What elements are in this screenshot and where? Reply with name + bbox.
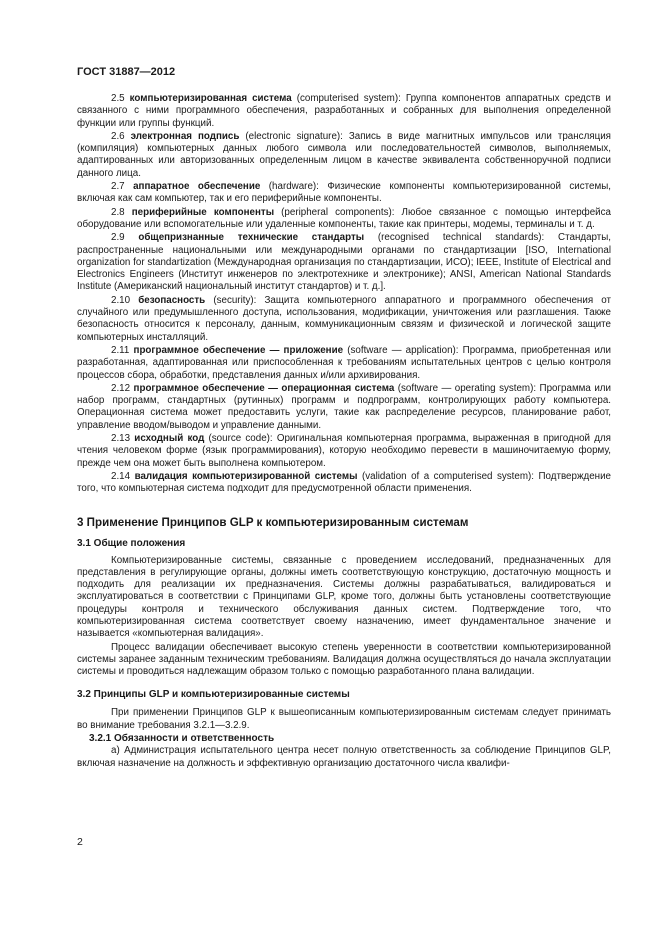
definition-term: электронная подпись (130, 130, 240, 142)
paragraph: Процесс валидации обеспечивает высокую степень уверенности в соответствии компьютеризированной системы заранее заданным техническим требованиям. Валидация должна осуществляться до начала эксплуатации системы и проводиться надлежащим образом только с помощью разработанного плана валидации. (77, 641, 611, 678)
subsection-3-1-heading: 3.1 Общие положения (77, 537, 186, 549)
definition-term: валидация компьютеризированной системы (134, 470, 358, 482)
definition-text: (peripheral components): Любое связанное с помощью интерфейса оборудование или вспомогательные или удаленные компоненты, такие как принтеры, модемы, терминалы и т. д. (77, 206, 611, 230)
definition-term: периферийные компоненты (131, 206, 275, 218)
definition-number: 2.8 (111, 206, 125, 218)
definition-text: (validation of a computerised system): Подтверждение того, что компьютерная система подходит для предусмотренной области применения. (77, 470, 611, 495)
definition-number: 2.13 (111, 433, 131, 445)
definition-number: 2.5 (111, 93, 125, 104)
definition-text: (software — application): Программа, приобретенная или разработанная, адаптированная или приспособленная к требованиям испытательных центров с целью контроля процессов сбора, обработки, представления данных и/или архивирования. (77, 344, 611, 381)
definition-number: 2.10 (111, 294, 131, 306)
subsection-3-2-heading: 3.2 Принципы GLP и компьютеризированные системы (77, 689, 350, 701)
definition-item (77, 181, 611, 206)
definition-item (77, 131, 611, 180)
definition-item (77, 93, 611, 130)
definition-term: программное обеспечение — приложение (133, 344, 344, 356)
definition-number: 2.14 (111, 470, 131, 482)
definition-number: 2.11 (111, 344, 130, 356)
definition-item (77, 345, 611, 382)
definition-item (77, 433, 611, 470)
definition-term: исходный код (134, 433, 205, 445)
definition-text: (electronic signature): Запись в виде магнитных импульсов или трансляция (компиляция) компьютерных данных любого символа или последовательностей символов, выполняемых, адаптированных или авторизованных определенным лицом в качестве эквивалента собственноручной подписи данного лица. (77, 130, 611, 179)
definition-term: безопасность (138, 294, 206, 306)
section-3-heading: 3 Применение Принципов GLP к компьютеризированным системам (77, 515, 469, 529)
paragraph: Компьютеризированные системы, связанные с проведением исследований, предназначенных для представления в регулирующие органы, должны иметь соответствующую конструкцию, достаточную мощность и подходить для реализации их предназначения. Системы должны разрабатываться, валидироваться и эксплуатироваться в соответствии с Принципами GLP, кроме того, должны быть установлены соответствующие процедуры контроля и технического обслуживания данных систем. Подтверждение того, что компьютеризированная система соответствует своему назначению, имеет фундаментальное значение и называется «компьютерная валидация». (77, 554, 611, 640)
definition-item (77, 383, 611, 432)
definition-item (77, 232, 611, 293)
document-header: ГОСТ 31887—2012 (77, 66, 176, 78)
definition-term: программное обеспечение — операционная система (133, 382, 395, 394)
paragraph: а) Администрация испытательного центра несет полную ответственность за соблюдение Принципов GLP, включая назначение на должность и эффективную организацию достаточного числа квалифи- (77, 745, 611, 769)
definition-text: (recognised technical standards): Стандарты, распространенные национальными или международными органами по стандартизации [ISO, International organization for standartization (Международная организация по стандартизации, ИСО); IEEE, Institute of Electrical and Electronics Engineers (Институт инженеров по электротехнике и электронике); ANSI, American National Standards Institute (Американский национальный институт стандартов) и т. д.]. (77, 232, 611, 293)
definition-text: (software — operating system): Программа или набор программ, стандартных (рутинных) программ и подпрограмм, контролирующих работу компьютера. Операционная система может предоставить услуги, такие как распределение ресурсов, планирование работ, управление вводом/выводом и управление данными. (77, 382, 611, 431)
definition-text: (computerised system): Группа компонентов аппаратных средств и связанного с ними программного обеспечения, разработанных и собранных для выполнения определенной функции или группы функций. (77, 93, 611, 129)
definition-item (77, 295, 611, 344)
definition-text: (source code): Оригинальная компьютерная программа, выраженная в пригодной для чтения человеком форме (язык программирования), которую необходимо перевести в машиночитаемую форму, прежде чем она может быть выполнена компьютером. (77, 433, 611, 469)
document-body (77, 93, 611, 771)
definition-number: 2.6 (111, 130, 125, 142)
subsection-3-2-1-heading: 3.2.1 Обязанности и ответственность (89, 733, 275, 745)
paragraph: При применении Принципов GLP к вышеописанным компьютеризированным системам следует принимать во внимание требования 3.2.1—3.2.9. (77, 707, 611, 731)
definition-item (77, 207, 611, 232)
definition-term: аппаратное обеспечение (133, 181, 261, 193)
page-number: 2 (77, 836, 83, 848)
definition-item (77, 471, 611, 496)
definitions-list (77, 93, 611, 496)
definition-text: (hardware): Физические компоненты компьютеризированной системы, включая как сам компьютер, так и его периферийные компоненты. (77, 181, 611, 205)
definition-number: 2.12 (111, 382, 131, 394)
definition-text: (security): Защита компьютерного аппаратного и программного обеспечения от случайного или предумышленного доступа, использования, модификации, уничтожения или разглашения. Также безопасность относится к персоналу, данным, коммуникационным связям и физической и логической защите компьютерных инсталляций. (77, 294, 611, 343)
definition-number: 2.9 (111, 232, 125, 244)
definition-term: общепризнанные технические стандарты (138, 232, 365, 244)
definition-term: компьютеризированная система (129, 93, 292, 104)
definition-number: 2.7 (111, 181, 125, 193)
